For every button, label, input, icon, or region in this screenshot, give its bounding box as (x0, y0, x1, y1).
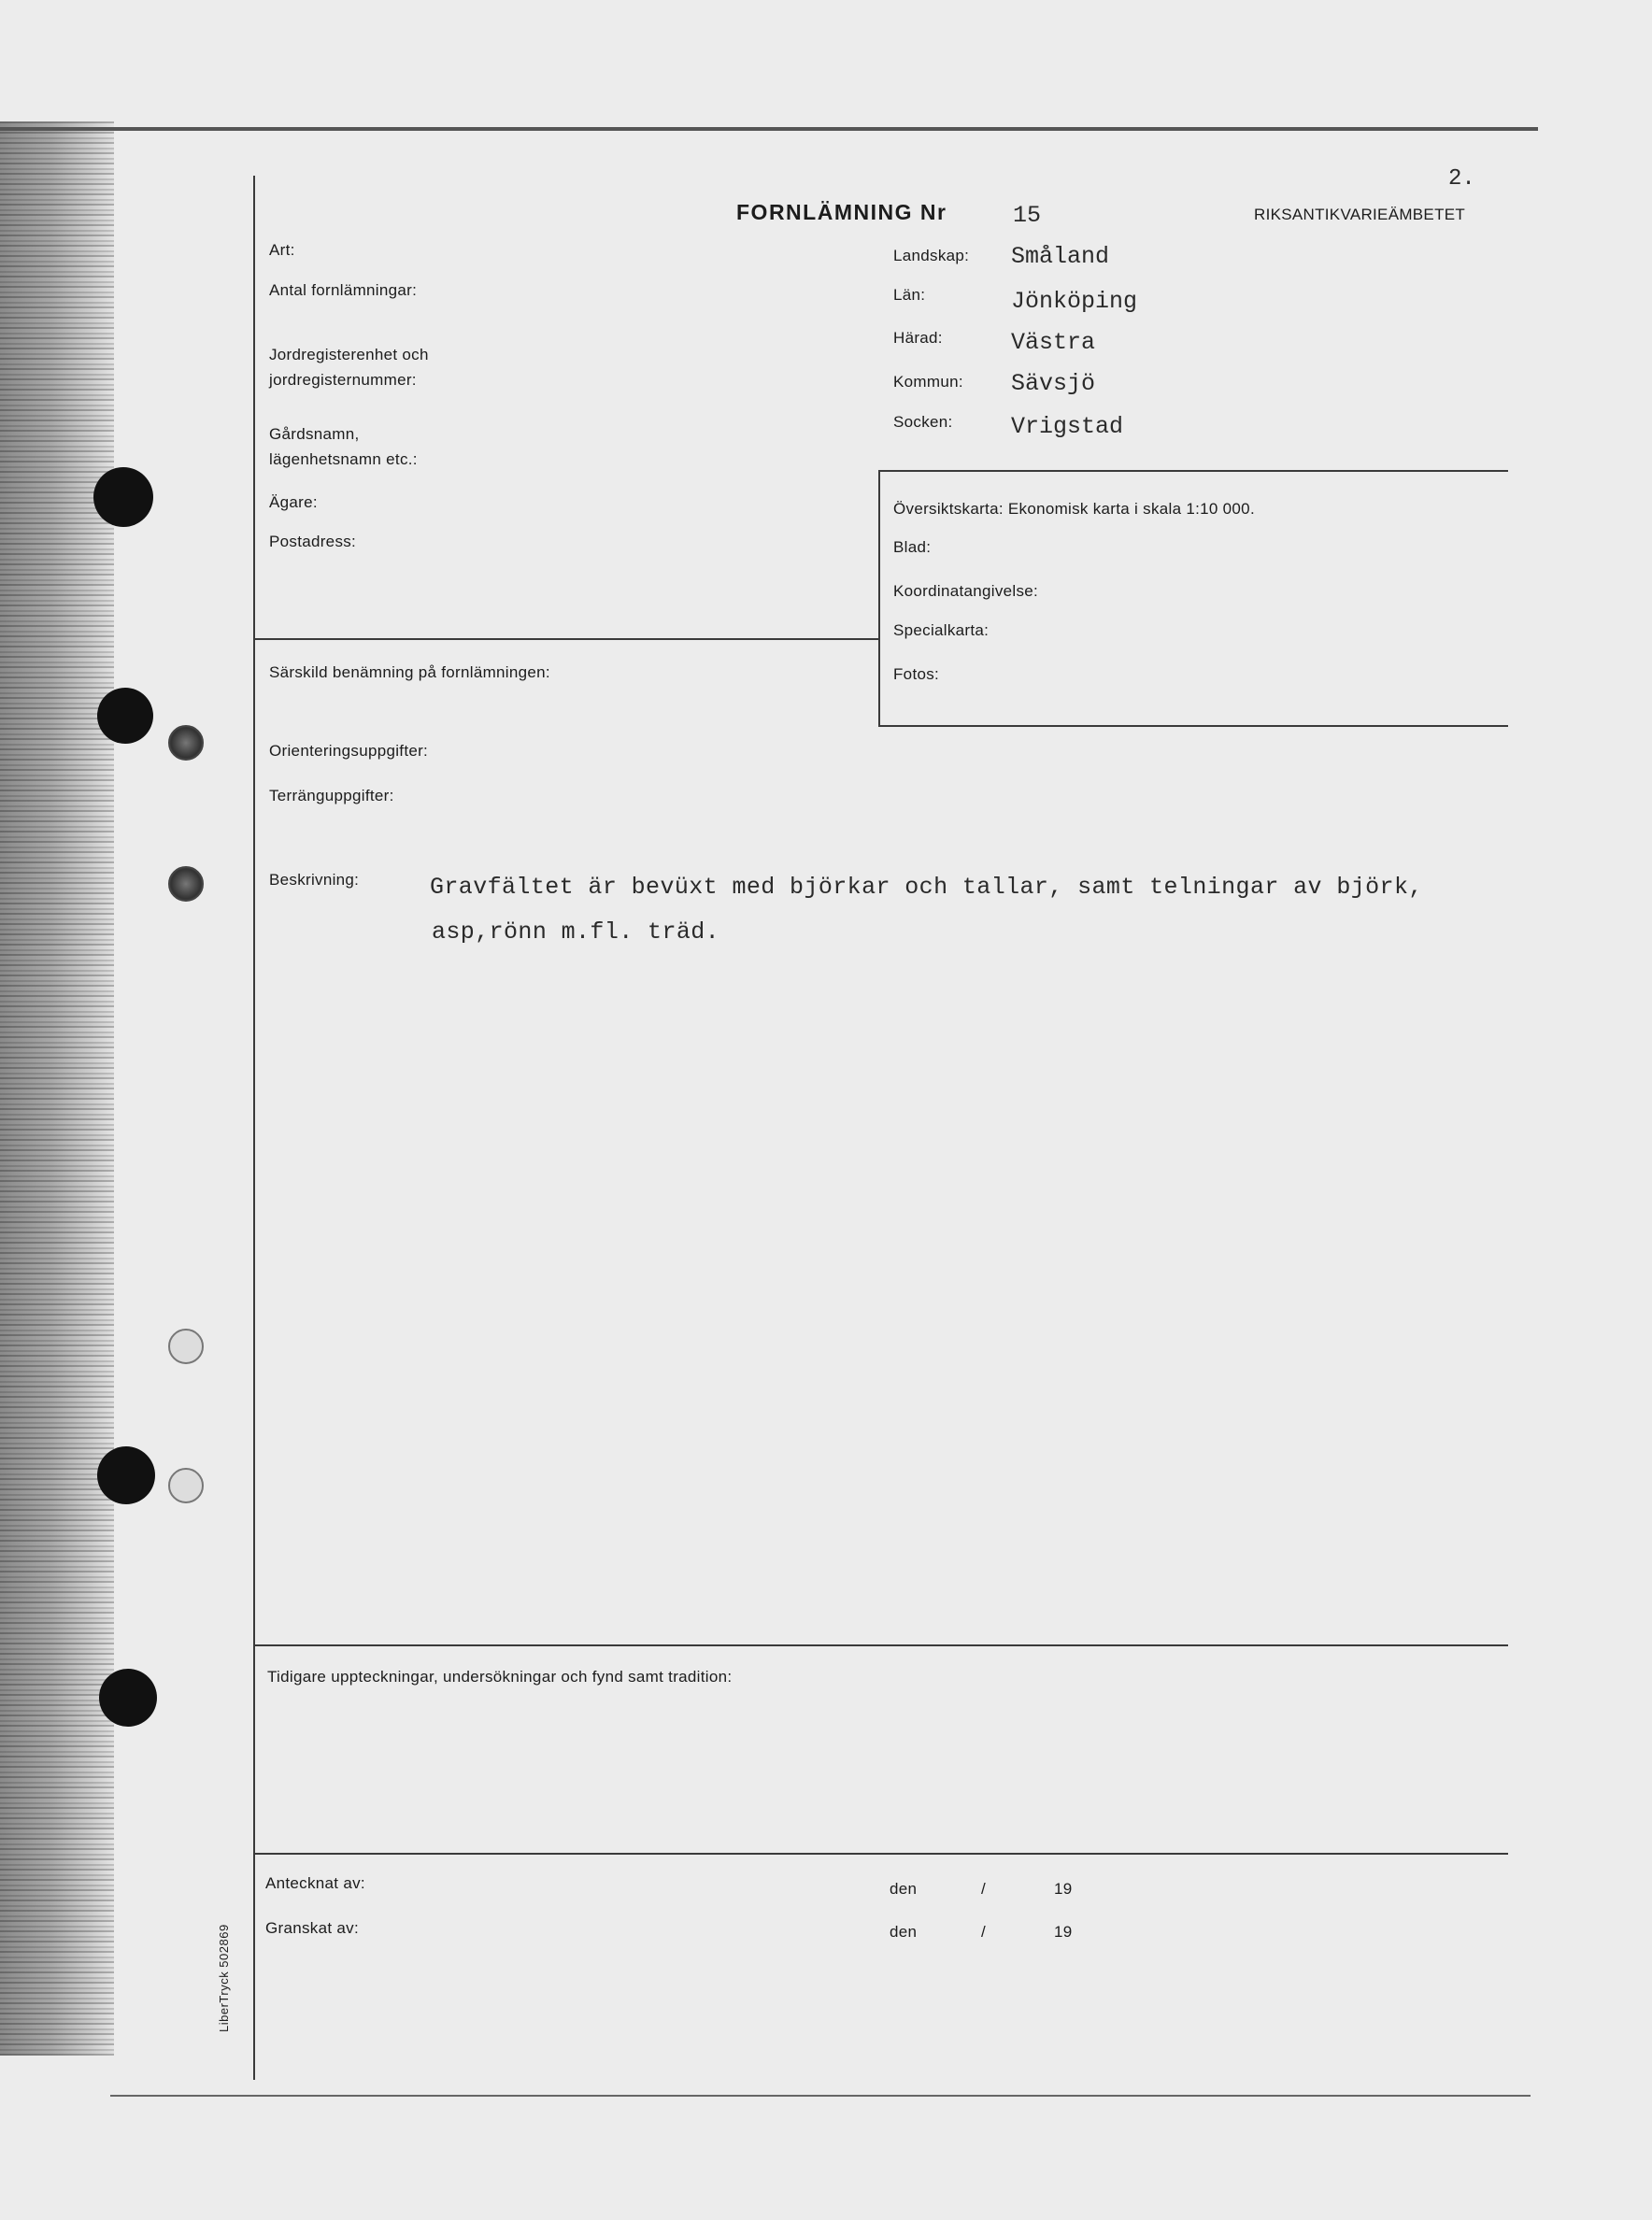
kommun-value: Sävsjö (1011, 370, 1096, 397)
punch-hole-2 (97, 688, 153, 744)
antecknat-label: Antecknat av: (265, 1874, 365, 1892)
map-box-bottom (878, 725, 1508, 727)
harad-label: Härad: (893, 329, 943, 347)
antecknat-year: 19 (1054, 1880, 1073, 1898)
gardsnamn-label-1: Gårdsnamn, (269, 425, 360, 443)
orientering-label: Orienteringsuppgifter: (269, 742, 429, 760)
kommun-label: Kommun: (893, 373, 963, 391)
organization-name: RIKSANTIKVARIEÄMBETET (1254, 206, 1466, 223)
landskap-value: Småland (1011, 243, 1110, 270)
bottom-edge-line (110, 2095, 1531, 2097)
granskat-slash: / (981, 1923, 987, 1941)
divider-above-footer (253, 1853, 1508, 1855)
landskap-label: Landskap: (893, 247, 970, 264)
printer-imprint: LiberTryck 502869 (217, 1924, 231, 2032)
punch-hole-3 (97, 1446, 155, 1504)
granskat-label: Granskat av: (265, 1919, 359, 1937)
beskrivning-label: Beskrivning: (269, 871, 360, 889)
punch-hole-1 (93, 467, 153, 527)
jordregister-label-1: Jordregisterenhet och (269, 346, 429, 363)
ring-mark-2 (168, 866, 204, 902)
harad-value: Västra (1011, 329, 1096, 356)
sarskild-benamning-label: Särskild benämning på fornlämningen: (269, 663, 550, 681)
art-label: Art: (269, 241, 295, 259)
form-title: FORNLÄMNING Nr (736, 200, 947, 224)
fotos-label: Fotos: (893, 665, 940, 683)
gardsnamn-label-2: lägenhetsnamn etc.: (269, 450, 418, 468)
koordinat-label: Koordinatangivelse: (893, 582, 1039, 600)
lan-value: Jönköping (1011, 288, 1138, 315)
agare-label: Ägare: (269, 493, 318, 511)
blad-label: Blad: (893, 538, 932, 556)
antecknat-slash: / (981, 1880, 987, 1898)
jordregister-label-2: jordregisternummer: (269, 371, 417, 389)
top-edge-line (0, 127, 1538, 131)
ring-mark-1 (168, 725, 204, 761)
beskrivning-text-line-2: asp,rönn m.fl. träd. (432, 918, 720, 946)
divider-below-postadress (253, 638, 879, 640)
form-number: 15 (1013, 202, 1042, 229)
ring-mark-4 (168, 1468, 204, 1503)
beskrivning-text-line-1: Gravfältet är bevüxt med björkar och tallar, samt telningar av björk, (430, 874, 1423, 901)
specialkarta-label: Specialkarta: (893, 621, 990, 639)
page-number: 2. (1448, 166, 1475, 192)
lan-label: Län: (893, 286, 926, 304)
tidigare-label: Tidigare uppteckningar, undersökningar och fynd samt tradition: (267, 1668, 733, 1686)
socken-value: Vrigstad (1011, 413, 1124, 440)
granskat-den: den (890, 1923, 918, 1941)
granskat-year: 19 (1054, 1923, 1073, 1941)
map-box-left-border (878, 470, 880, 726)
divider-above-tidigare (253, 1644, 1508, 1646)
antecknat-den: den (890, 1880, 918, 1898)
scanned-paper-edge (0, 121, 114, 2056)
ring-mark-3 (168, 1329, 204, 1364)
form-left-border (253, 176, 255, 2080)
terrang-label: Terränguppgifter: (269, 787, 394, 804)
oversiktskarta-label: Översiktskarta: Ekonomisk karta i skala 1:10 000. (893, 500, 1255, 518)
map-box-top (878, 470, 1508, 472)
antal-label: Antal fornlämningar: (269, 281, 418, 299)
socken-label: Socken: (893, 413, 953, 431)
postadress-label: Postadress: (269, 533, 357, 550)
punch-hole-4 (99, 1669, 157, 1727)
